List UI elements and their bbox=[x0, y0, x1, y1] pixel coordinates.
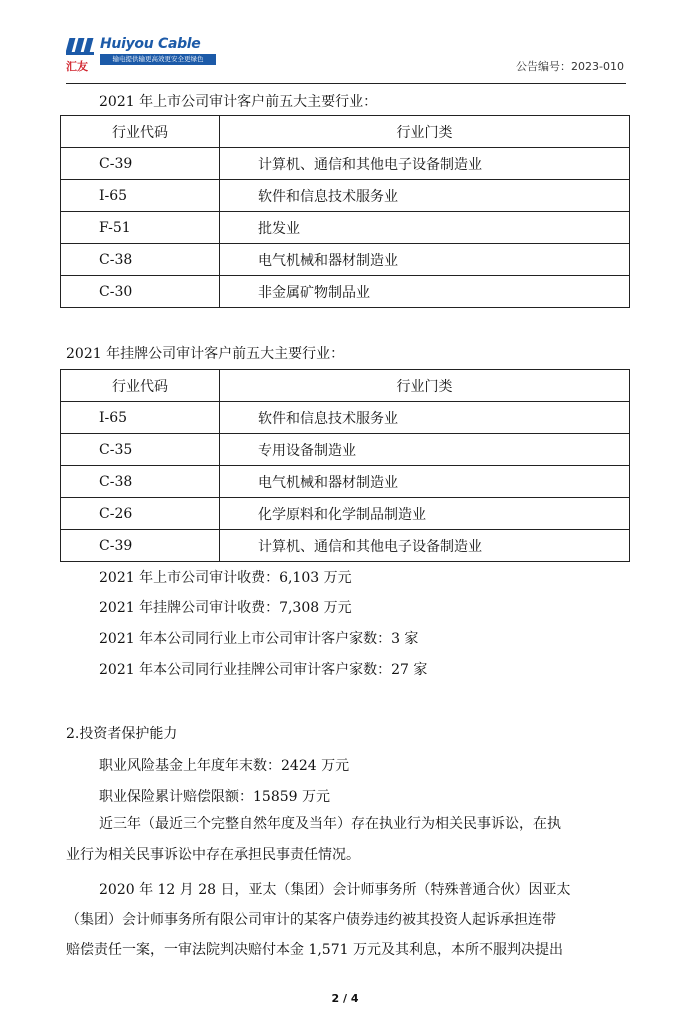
quoted-industries-table bbox=[60, 369, 630, 562]
industry-category-cell: 软件和信息技术服务业 bbox=[220, 180, 630, 212]
table-row bbox=[61, 466, 630, 498]
litigation-line-1: 近三年（最近三个完整自然年度及当年）存在执业行为相关民事诉讼，在执 bbox=[99, 816, 561, 832]
industry-category-cell: 非金属矿物制品业 bbox=[220, 276, 630, 308]
industry-code-cell: C-30 bbox=[61, 276, 220, 308]
table-row bbox=[61, 212, 630, 244]
table-row bbox=[61, 180, 630, 212]
listed-client-count: 2021 年本公司同行业上市公司审计客户家数：3 家 bbox=[99, 631, 419, 647]
page-number: 2 / 4 bbox=[331, 992, 359, 1005]
industry-category-cell: 电气机械和器材制造业 bbox=[220, 244, 630, 276]
industry-code-cell: C-38 bbox=[61, 466, 220, 498]
risk-fund-text: 职业风险基金上年度年末数：2424 万元 bbox=[99, 758, 350, 774]
header-industry-code: 行业代码 bbox=[61, 370, 220, 402]
listed-industries-table bbox=[60, 115, 630, 308]
quoted-client-count: 2021 年本公司同行业挂牌公司审计客户家数：27 家 bbox=[99, 662, 428, 678]
industry-category-cell: 电气机械和器材制造业 bbox=[220, 466, 630, 498]
industry-code-cell: I-65 bbox=[61, 180, 220, 212]
industry-code-cell: C-35 bbox=[61, 434, 220, 466]
industry-code-cell: I-65 bbox=[61, 402, 220, 434]
page-header bbox=[0, 0, 690, 84]
industry-code-cell: F-51 bbox=[61, 212, 220, 244]
industry-code-cell: C-38 bbox=[61, 244, 220, 276]
litigation-line-2: 业行为相关民事诉讼中存在承担民事责任情况。 bbox=[66, 847, 360, 863]
case-line-3: 赔偿责任一案，一审法院判决赔付本金 1,571 万元及其利息，本所不服判决提出 bbox=[66, 942, 563, 958]
industry-code-cell: C-39 bbox=[61, 530, 220, 562]
table-row bbox=[61, 498, 630, 530]
listed-audit-fee: 2021 年上市公司审计收费：6,103 万元 bbox=[99, 570, 352, 586]
table-header-row bbox=[61, 370, 630, 402]
header-industry-category: 行业门类 bbox=[220, 370, 630, 402]
header-industry-code: 行业代码 bbox=[61, 116, 220, 148]
table-row bbox=[61, 530, 630, 562]
logo-cn-text: 汇友 bbox=[66, 60, 88, 73]
insurance-limit-text: 职业保险累计赔偿限额：15859 万元 bbox=[99, 789, 330, 805]
table-row bbox=[61, 244, 630, 276]
quoted-audit-fee: 2021 年挂牌公司审计收费：7,308 万元 bbox=[99, 600, 352, 616]
industry-category-cell: 专用设备制造业 bbox=[220, 434, 630, 466]
industry-category-cell: 软件和信息技术服务业 bbox=[220, 402, 630, 434]
industry-category-cell: 计算机、通信和其他电子设备制造业 bbox=[220, 530, 630, 562]
table-row bbox=[61, 434, 630, 466]
industry-category-cell: 批发业 bbox=[220, 212, 630, 244]
table-row bbox=[61, 402, 630, 434]
table-row bbox=[61, 276, 630, 308]
case-line-1: 2020 年 12 月 28 日，亚太（集团）会计师事务所（特殊普通合伙）因亚太 bbox=[99, 882, 571, 898]
table-row bbox=[61, 148, 630, 180]
case-line-2: （集团）会计师事务所有限公司审计的某客户债券违约被其投资人起诉承担连带 bbox=[66, 912, 556, 928]
industry-code-cell: C-39 bbox=[61, 148, 220, 180]
industry-category-cell: 计算机、通信和其他电子设备制造业 bbox=[220, 148, 630, 180]
investor-protection-heading: 2.投资者保护能力 bbox=[66, 726, 178, 742]
table-header-row bbox=[61, 116, 630, 148]
industry-category-cell: 化学原料和化学制品制造业 bbox=[220, 498, 630, 530]
logo-en-text: Huiyou Cable bbox=[100, 36, 201, 52]
header-industry-category: 行业门类 bbox=[220, 116, 630, 148]
logo-slogan: 输电提供输更高效更安全更绿色 bbox=[100, 54, 216, 65]
logo-mark-icon bbox=[66, 36, 98, 60]
company-logo bbox=[66, 36, 216, 72]
header-divider bbox=[66, 83, 626, 84]
announcement-number: 公告编号：2023-010 bbox=[516, 60, 624, 73]
industry-code-cell: C-26 bbox=[61, 498, 220, 530]
listed-industries-title: 2021 年上市公司审计客户前五大主要行业： bbox=[99, 94, 378, 110]
quoted-industries-title: 2021 年挂牌公司审计客户前五大主要行业： bbox=[66, 346, 345, 362]
